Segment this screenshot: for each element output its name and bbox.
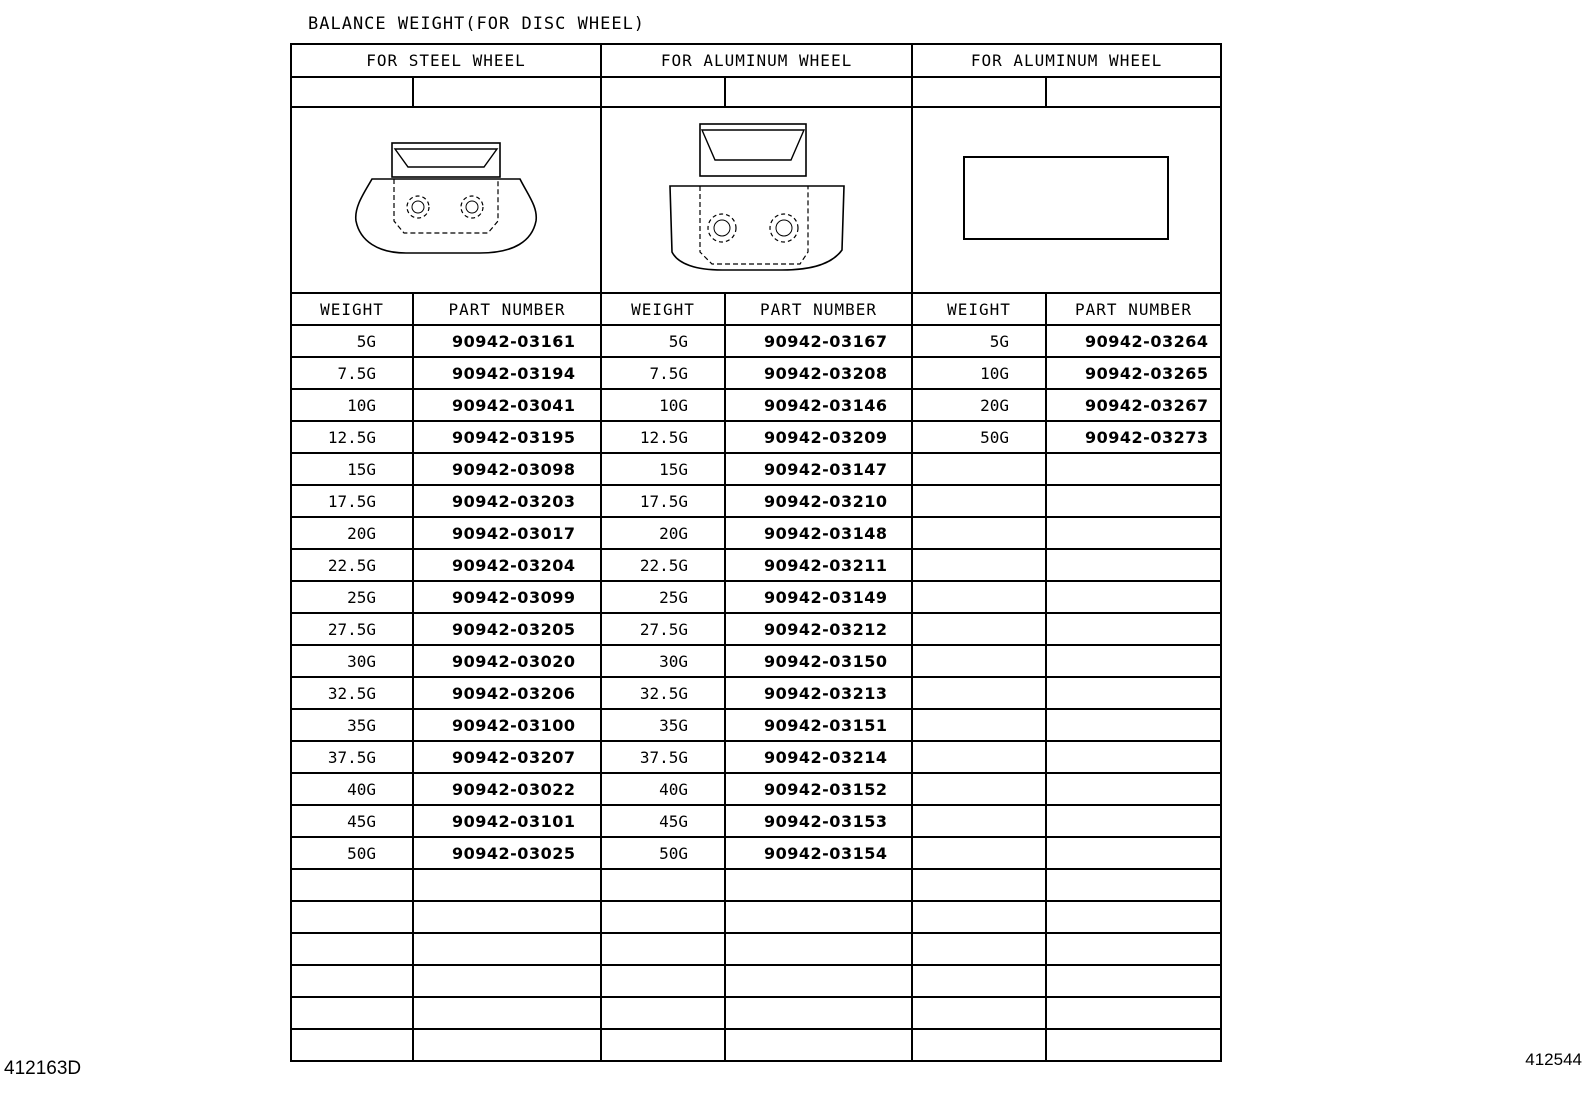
steel-part-number-cell <box>413 965 601 997</box>
steel-weight-cell <box>291 997 413 1029</box>
aluminum-clip-weight-cell <box>601 997 725 1029</box>
aluminum-clip-part-number-cell: 90942-03214 <box>725 741 912 773</box>
column-header-weight: WEIGHT <box>912 293 1046 325</box>
group-header-steel-wheel: FOR STEEL WHEEL <box>291 44 601 77</box>
table-row <box>291 1029 1221 1061</box>
aluminum-clip-part-number-cell: 90942-03211 <box>725 549 912 581</box>
steel-part-number-cell: 90942-03194 <box>413 357 601 389</box>
column-header-weight: WEIGHT <box>601 293 725 325</box>
table-row <box>291 421 1221 453</box>
figure-code-left: 412163D <box>4 1058 82 1079</box>
steel-weight-cell: 7.5G <box>291 357 413 389</box>
steel-weight-illustration-cell <box>291 107 601 293</box>
steel-part-number-cell: 90942-03022 <box>413 773 601 805</box>
aluminum-clip-weight-cell: 20G <box>601 517 725 549</box>
blank-cell <box>912 77 1046 107</box>
aluminum-clip-weight-cell: 45G <box>601 805 725 837</box>
aluminum-clip-part-number-cell: 90942-03212 <box>725 613 912 645</box>
aluminum-adhesive-weight-cell <box>912 965 1046 997</box>
aluminum-clip-weight-cell: 7.5G <box>601 357 725 389</box>
steel-clip-weight-drawing <box>346 135 546 265</box>
steel-weight-cell: 37.5G <box>291 741 413 773</box>
steel-part-number-cell <box>413 933 601 965</box>
aluminum-adhesive-weight-illustration-cell <box>912 107 1221 293</box>
aluminum-adhesive-part-number-cell <box>1046 549 1221 581</box>
aluminum-clip-weight-cell <box>601 869 725 901</box>
steel-weight-cell: 27.5G <box>291 613 413 645</box>
blank-spacer-row <box>291 77 1221 107</box>
table-row <box>291 453 1221 485</box>
balance-weight-table <box>290 43 1222 1062</box>
aluminum-clip-weight-cell: 25G <box>601 581 725 613</box>
steel-part-number-cell: 90942-03204 <box>413 549 601 581</box>
steel-part-number-cell: 90942-03205 <box>413 613 601 645</box>
aluminum-clip-part-number-cell: 90942-03152 <box>725 773 912 805</box>
steel-part-number-cell: 90942-03195 <box>413 421 601 453</box>
aluminum-clip-part-number-cell <box>725 997 912 1029</box>
table-row <box>291 325 1221 357</box>
steel-weight-cell <box>291 933 413 965</box>
aluminum-clip-weight-cell: 22.5G <box>601 549 725 581</box>
aluminum-clip-weight-cell: 10G <box>601 389 725 421</box>
aluminum-adhesive-part-number-cell <box>1046 581 1221 613</box>
table-row <box>291 933 1221 965</box>
steel-part-number-cell: 90942-03101 <box>413 805 601 837</box>
steel-weight-cell: 20G <box>291 517 413 549</box>
aluminum-adhesive-weight-cell <box>912 933 1046 965</box>
aluminum-clip-weight-cell: 12.5G <box>601 421 725 453</box>
steel-part-number-cell: 90942-03206 <box>413 677 601 709</box>
aluminum-clip-part-number-cell: 90942-03149 <box>725 581 912 613</box>
aluminum-adhesive-part-number-cell <box>1046 613 1221 645</box>
steel-part-number-cell <box>413 869 601 901</box>
steel-part-number-cell: 90942-03017 <box>413 517 601 549</box>
aluminum-adhesive-weight-cell <box>912 997 1046 1029</box>
steel-weight-cell: 22.5G <box>291 549 413 581</box>
aluminum-clip-part-number-cell <box>725 965 912 997</box>
steel-weight-cell: 30G <box>291 645 413 677</box>
table-row <box>291 581 1221 613</box>
blank-cell <box>413 77 601 107</box>
steel-weight-cell: 15G <box>291 453 413 485</box>
aluminum-adhesive-part-number-cell <box>1046 741 1221 773</box>
steel-weight-cell: 5G <box>291 325 413 357</box>
table-row <box>291 677 1221 709</box>
aluminum-adhesive-part-number-cell <box>1046 901 1221 933</box>
steel-weight-cell <box>291 1029 413 1061</box>
aluminum-clip-part-number-cell: 90942-03210 <box>725 485 912 517</box>
aluminum-clip-part-number-cell <box>725 901 912 933</box>
aluminum-clip-part-number-cell: 90942-03213 <box>725 677 912 709</box>
column-header-part-number: PART NUMBER <box>413 293 601 325</box>
aluminum-adhesive-part-number-cell <box>1046 677 1221 709</box>
table-row <box>291 869 1221 901</box>
steel-weight-cell: 10G <box>291 389 413 421</box>
steel-weight-cell: 50G <box>291 837 413 869</box>
aluminum-clip-weight-cell: 15G <box>601 453 725 485</box>
aluminum-adhesive-weight-cell <box>912 805 1046 837</box>
aluminum-adhesive-weight-cell <box>912 485 1046 517</box>
aluminum-adhesive-part-number-cell: 90942-03273 <box>1046 421 1221 453</box>
table-row <box>291 645 1221 677</box>
aluminum-clip-part-number-cell: 90942-03146 <box>725 389 912 421</box>
aluminum-adhesive-weight-cell <box>912 1029 1046 1061</box>
steel-weight-cell: 17.5G <box>291 485 413 517</box>
table-row <box>291 709 1221 741</box>
aluminum-adhesive-part-number-cell <box>1046 1029 1221 1061</box>
aluminum-adhesive-part-number-cell: 90942-03265 <box>1046 357 1221 389</box>
illustration-row <box>291 107 1221 293</box>
steel-part-number-cell: 90942-03207 <box>413 741 601 773</box>
aluminum-clip-part-number-cell <box>725 933 912 965</box>
aluminum-adhesive-part-number-cell <box>1046 869 1221 901</box>
table-row <box>291 805 1221 837</box>
table-row <box>291 357 1221 389</box>
aluminum-adhesive-weight-cell <box>912 645 1046 677</box>
aluminum-adhesive-weight-cell <box>912 581 1046 613</box>
steel-part-number-cell: 90942-03098 <box>413 453 601 485</box>
document-title: BALANCE WEIGHT(FOR DISC WHEEL) <box>308 14 646 34</box>
aluminum-clip-part-number-cell: 90942-03208 <box>725 357 912 389</box>
aluminum-adhesive-weight-cell <box>912 613 1046 645</box>
steel-part-number-cell: 90942-03161 <box>413 325 601 357</box>
steel-weight-cell: 35G <box>291 709 413 741</box>
blank-cell <box>1046 77 1221 107</box>
steel-part-number-cell <box>413 901 601 933</box>
aluminum-adhesive-weight-cell <box>912 517 1046 549</box>
table-row <box>291 773 1221 805</box>
table-row <box>291 485 1221 517</box>
steel-weight-cell: 25G <box>291 581 413 613</box>
group-header-aluminum-wheel-adhesive: FOR ALUMINUM WHEEL <box>912 44 1221 77</box>
aluminum-adhesive-weight-cell <box>912 773 1046 805</box>
aluminum-adhesive-part-number-cell <box>1046 773 1221 805</box>
aluminum-clip-weight-cell <box>601 933 725 965</box>
column-header-weight: WEIGHT <box>291 293 413 325</box>
aluminum-clip-weight-cell: 40G <box>601 773 725 805</box>
aluminum-adhesive-weight-cell <box>912 901 1046 933</box>
aluminum-clip-weight-cell <box>601 965 725 997</box>
balance-weight-table-container <box>290 43 1220 1080</box>
aluminum-adhesive-part-number-cell: 90942-03264 <box>1046 325 1221 357</box>
aluminum-adhesive-weight-cell <box>912 869 1046 901</box>
aluminum-adhesive-weight-cell: 10G <box>912 357 1046 389</box>
table-row <box>291 517 1221 549</box>
aluminum-clip-weight-cell: 50G <box>601 837 725 869</box>
table-row <box>291 549 1221 581</box>
aluminum-adhesive-part-number-cell <box>1046 997 1221 1029</box>
adhesive-weight-drawing <box>962 155 1172 245</box>
aluminum-adhesive-part-number-cell <box>1046 837 1221 869</box>
aluminum-clip-part-number-cell: 90942-03154 <box>725 837 912 869</box>
steel-part-number-cell: 90942-03203 <box>413 485 601 517</box>
aluminum-clip-part-number-cell: 90942-03209 <box>725 421 912 453</box>
steel-weight-cell: 40G <box>291 773 413 805</box>
steel-weight-cell <box>291 965 413 997</box>
table-row <box>291 997 1221 1029</box>
aluminum-clip-weight-illustration-cell <box>601 107 912 293</box>
blank-cell <box>725 77 912 107</box>
aluminum-adhesive-part-number-cell <box>1046 517 1221 549</box>
group-header-aluminum-wheel-clip: FOR ALUMINUM WHEEL <box>601 44 912 77</box>
aluminum-clip-weight-cell: 5G <box>601 325 725 357</box>
wheel-type-header-row <box>291 44 1221 77</box>
aluminum-adhesive-part-number-cell <box>1046 965 1221 997</box>
aluminum-adhesive-weight-cell <box>912 453 1046 485</box>
aluminum-adhesive-part-number-cell <box>1046 453 1221 485</box>
aluminum-clip-part-number-cell: 90942-03151 <box>725 709 912 741</box>
table-row <box>291 613 1221 645</box>
aluminum-adhesive-weight-cell <box>912 837 1046 869</box>
aluminum-clip-weight-cell: 30G <box>601 645 725 677</box>
steel-weight-cell <box>291 901 413 933</box>
aluminum-adhesive-part-number-cell <box>1046 933 1221 965</box>
steel-weight-cell: 32.5G <box>291 677 413 709</box>
aluminum-clip-part-number-cell: 90942-03148 <box>725 517 912 549</box>
aluminum-adhesive-weight-cell: 20G <box>912 389 1046 421</box>
aluminum-clip-part-number-cell: 90942-03147 <box>725 453 912 485</box>
steel-weight-cell <box>291 869 413 901</box>
steel-part-number-cell: 90942-03025 <box>413 837 601 869</box>
table-row <box>291 741 1221 773</box>
steel-part-number-cell <box>413 997 601 1029</box>
aluminum-clip-part-number-cell <box>725 869 912 901</box>
aluminum-clip-part-number-cell: 90942-03150 <box>725 645 912 677</box>
aluminum-clip-weight-drawing <box>662 120 852 280</box>
aluminum-clip-part-number-cell: 90942-03167 <box>725 325 912 357</box>
aluminum-clip-weight-cell <box>601 1029 725 1061</box>
aluminum-clip-weight-cell: 32.5G <box>601 677 725 709</box>
figure-code-right: 412544 <box>1525 1050 1582 1069</box>
aluminum-clip-part-number-cell: 90942-03153 <box>725 805 912 837</box>
aluminum-adhesive-part-number-cell <box>1046 709 1221 741</box>
aluminum-adhesive-weight-cell: 50G <box>912 421 1046 453</box>
aluminum-clip-weight-cell <box>601 901 725 933</box>
steel-part-number-cell: 90942-03099 <box>413 581 601 613</box>
column-header-part-number: PART NUMBER <box>725 293 912 325</box>
aluminum-adhesive-weight-cell <box>912 741 1046 773</box>
aluminum-clip-weight-cell: 35G <box>601 709 725 741</box>
column-header-part-number: PART NUMBER <box>1046 293 1221 325</box>
steel-part-number-cell: 90942-03100 <box>413 709 601 741</box>
aluminum-clip-weight-cell: 27.5G <box>601 613 725 645</box>
table-row <box>291 965 1221 997</box>
aluminum-clip-weight-cell: 37.5G <box>601 741 725 773</box>
aluminum-adhesive-part-number-cell <box>1046 485 1221 517</box>
steel-weight-cell: 12.5G <box>291 421 413 453</box>
steel-part-number-cell: 90942-03020 <box>413 645 601 677</box>
column-header-row <box>291 293 1221 325</box>
aluminum-adhesive-part-number-cell <box>1046 645 1221 677</box>
aluminum-adhesive-weight-cell <box>912 549 1046 581</box>
aluminum-clip-part-number-cell <box>725 1029 912 1061</box>
blank-cell <box>601 77 725 107</box>
steel-part-number-cell <box>413 1029 601 1061</box>
steel-part-number-cell: 90942-03041 <box>413 389 601 421</box>
aluminum-clip-weight-cell: 17.5G <box>601 485 725 517</box>
table-row <box>291 901 1221 933</box>
aluminum-adhesive-part-number-cell <box>1046 805 1221 837</box>
table-row <box>291 837 1221 869</box>
steel-weight-cell: 45G <box>291 805 413 837</box>
table-row <box>291 389 1221 421</box>
blank-cell <box>291 77 413 107</box>
aluminum-adhesive-weight-cell <box>912 677 1046 709</box>
aluminum-adhesive-weight-cell: 5G <box>912 325 1046 357</box>
aluminum-adhesive-part-number-cell: 90942-03267 <box>1046 389 1221 421</box>
aluminum-adhesive-weight-cell <box>912 709 1046 741</box>
